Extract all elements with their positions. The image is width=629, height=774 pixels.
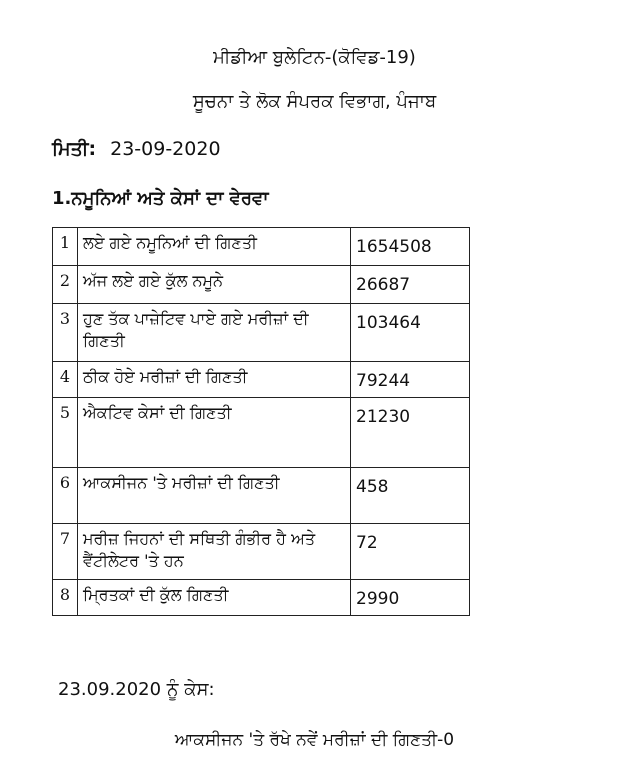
date-label: ਮਿਤੀ: (52, 138, 97, 160)
section-heading: 1.ਨਮੂਨਿਆਂ ਅਤੇ ਕੇਸਾਂ ਦਾ ਵੇਰਵਾ (52, 188, 269, 209)
row-number: 4 (53, 362, 78, 398)
row-number: 8 (53, 580, 78, 616)
row-value: 26687 (351, 266, 470, 304)
row-value: 1654508 (351, 228, 470, 266)
row-value: 458 (351, 468, 470, 524)
oxygen-new-patients: ਆਕਸੀਜਨ 'ਤੇ ਰੱਖੇ ਨਵੇਂ ਮਰੀਜ਼ਾਂ ਦੀ ਗਿਣਤੀ-0 (174, 730, 455, 750)
date-value: 23-09-2020 (110, 138, 221, 160)
table-row (53, 304, 470, 362)
row-label: ਲਏ ਗਏ ਨਮੂਨਿਆਂ ਦੀ ਗਿਣਤੀ (78, 228, 351, 266)
row-number: 3 (53, 304, 78, 362)
row-value: 103464 (351, 304, 470, 362)
row-label: ਆਕਸੀਜਨ 'ਤੇ ਮਰੀਜ਼ਾਂ ਦੀ ਗਿਣਤੀ (78, 468, 351, 524)
department-subtitle: ਸੂਚਨਾ ਤੇ ਲੋਕ ਸੰਪਰਕ ਵਿਭਾਗ, ਪੰਜਾਬ (192, 91, 437, 112)
row-number: 6 (53, 468, 78, 524)
row-number: 1 (53, 228, 78, 266)
table-row (53, 362, 470, 398)
row-label: ਠੀਕ ਹੋਏ ਮਰੀਜ਼ਾਂ ਦੀ ਗਿਣਤੀ (78, 362, 351, 398)
row-label: ਮ੍ਰਿਤਕਾਂ ਦੀ ਕੁੱਲ ਗਿਣਤੀ (78, 580, 351, 616)
row-label: ਹੁਣ ਤੱਕ ਪਾਜ਼ੇਟਿਵ ਪਾਏ ਗਏ ਮਰੀਜ਼ਾਂ ਦੀ ਗਿਣਤੀ (78, 304, 351, 362)
cases-date-heading: 23.09.2020 ਨੂੰ ਕੇਸ: (58, 679, 215, 700)
bulletin-title: ਮੀਡੀਆ ਬੁਲੇਟਿਨ-(ਕੋਵਿਡ-19) (213, 47, 416, 68)
table-row (53, 524, 470, 580)
row-value: 72 (351, 524, 470, 580)
table-row (53, 580, 470, 616)
row-number: 7 (53, 524, 78, 580)
row-number: 5 (53, 398, 78, 468)
row-number: 2 (53, 266, 78, 304)
table-row (53, 468, 470, 524)
row-value: 2990 (351, 580, 470, 616)
table-row (53, 398, 470, 468)
row-label: ਮਰੀਜ਼ ਜਿਹਨਾਂ ਦੀ ਸਥਿਤੀ ਗੰਭੀਰ ਹੈ ਅਤੇ ਵੈਂਟੀਲੇਟਰ 'ਤੇ ਹਨ (78, 524, 351, 580)
row-label: ਅੱਜ ਲਏ ਗਏ ਕੁੱਲ ਨਮੂਨੇ (78, 266, 351, 304)
table-row (53, 228, 470, 266)
row-label: ਐਕਟਿਵ ਕੇਸਾਂ ਦੀ ਗਿਣਤੀ (78, 398, 351, 468)
samples-cases-table (52, 227, 470, 616)
row-value: 79244 (351, 362, 470, 398)
table-row (53, 266, 470, 304)
date-line (52, 136, 221, 162)
row-value: 21230 (351, 398, 470, 468)
